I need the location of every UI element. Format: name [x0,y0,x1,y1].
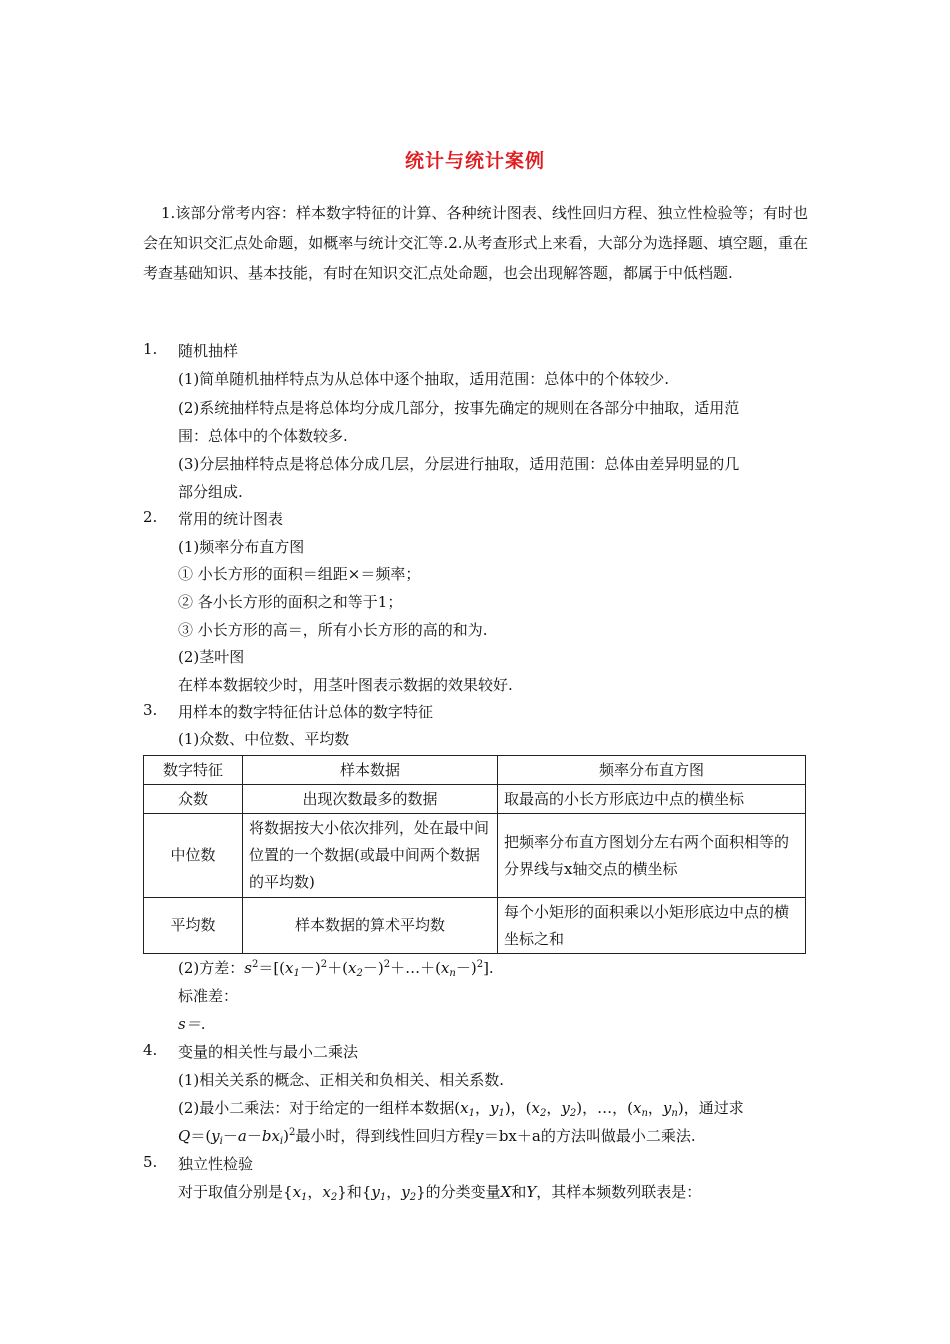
paragraph: (1)相关关系的概念、正相关和负相关、相关系数. [178,1071,505,1089]
paragraph: ① 小长方形的面积＝组距×＝频率； [178,565,421,583]
text-span: 和 [511,1183,527,1201]
table-cell: 众数 [144,785,243,814]
table-cell: 将数据按大小依次排列，处在最中间位置的一个数据(或最中间两个数据的平均数) [243,814,498,898]
section-number: 2. [143,508,158,526]
paragraph: s＝. [178,1015,206,1033]
paragraph: (1)频率分布直方图 [178,538,305,556]
intro-paragraph: 1.该部分常考内容：样本数字特征的计算、各种统计图表、线性回归方程、独立性检验等；有时也会在知识交汇点处命题，如概率与统计交汇等.2.从考查形式上来看，大部分为选择题、填空题，重在考查基础知识、基本技能，有时在知识交汇点处命题，也会出现解答题，都属于中低档题. [143,204,808,282]
text-span: 对于取值分别是 [178,1183,284,1201]
table-cell: 出现次数最多的数据 [243,785,498,814]
table-row [144,785,806,814]
table-cell: 把频率分布直方图划分左右两个面积相等的分界线与x轴交点的横坐标 [498,814,806,898]
independence-line: 对于取值分别是{$x_1$，$x_2$}和{$y_1$，$y_2$}的分类变量X和Y，其样本频数列联表是： [178,1183,702,1203]
paragraph: ② 各小长方形的面积之和等于1； [178,593,403,611]
text-span: 和 [346,1183,362,1201]
variance-formula-line: (2)方差：$s^2=[(x_1-)^2+(x_2-)^2+\dots+(x_n-)^2]$. [178,959,494,979]
section-heading: 随机抽样 [178,342,239,360]
section-number: 4. [143,1041,158,1059]
least-squares-line: (2)最小二乘法：对于给定的一组样本数据($x_1$，$y_1$)，($x_2$，$y_2$)，…，($x_n$，$y_n$)，通过求 [178,1099,744,1119]
table-cell: 每个小矩形的面积乘以小矩形底边中点的横坐标之和 [498,898,806,954]
table-cell: 样本数据的算术平均数 [243,898,498,954]
table-header-cell: 样本数据 [243,756,498,785]
section-heading: 变量的相关性与最小二乘法 [178,1043,359,1061]
text-span: 的分类变量 [425,1183,501,1201]
table-cell: 取最高的小长方形底边中点的横坐标 [498,785,806,814]
section-number: 3. [143,701,158,719]
least-squares-line: $Q=(y_i-a-bx_i)^2$最小时，得到线性回归方程y＝bx＋a的方法叫做最小二乘法. [178,1127,696,1147]
paragraph: 标准差： [178,987,239,1005]
section-heading: 独立性检验 [178,1155,254,1173]
paragraph: 在样本数据较少时，用茎叶图表示数据的效果较好. [178,676,513,694]
paragraph: (1)简单随机抽样特点为从总体中逐个抽取，适用范围：总体中的个体较少. [178,370,670,388]
table-header-cell: 数字特征 [144,756,243,785]
section-heading: 常用的统计图表 [178,510,284,528]
section-number: 1. [143,340,158,358]
table-cell: 平均数 [144,898,243,954]
page-title: 统计与统计案例 [404,150,545,172]
paragraph: (3)分层抽样特点是将总体分成几层，分层进行抽取，适用范围：总体由差异明显的几 [178,455,740,473]
text-span: ，通过求 [683,1099,744,1117]
text-span: Y [526,1183,537,1201]
paragraph: 部分组成. [178,483,243,501]
text-span: (2)最小二乘法：对于给定的一组样本数据 [178,1099,455,1117]
text-span: 最小时，得到线性回归方程y＝bx＋a的方法叫做最小二乘法. [295,1127,696,1145]
table-row [144,898,806,954]
statistics-table [143,755,806,954]
formula-label: (2)方差： [178,959,245,977]
section-heading: 用样本的数字特征估计总体的数字特征 [178,703,434,721]
text-span: ，其样本频数列联表是： [536,1183,702,1201]
text-span: X [500,1183,512,1201]
paragraph: ③ 小长方形的高＝，所有小长方形的高的和为. [178,621,488,639]
paragraph: (1)众数、中位数、平均数 [178,730,350,748]
paragraph: (2)系统抽样特点是将总体均分成几部分，按事先确定的规则在各部分中抽取，适用范 [178,399,740,417]
section-number: 5. [143,1153,158,1171]
table-row [144,814,806,898]
paragraph: 围：总体中的个体数较多. [178,427,348,445]
table-header-cell: 频率分布直方图 [498,756,806,785]
paragraph: (2)茎叶图 [178,648,245,666]
table-cell: 中位数 [144,814,243,898]
table-header-row [144,756,806,785]
